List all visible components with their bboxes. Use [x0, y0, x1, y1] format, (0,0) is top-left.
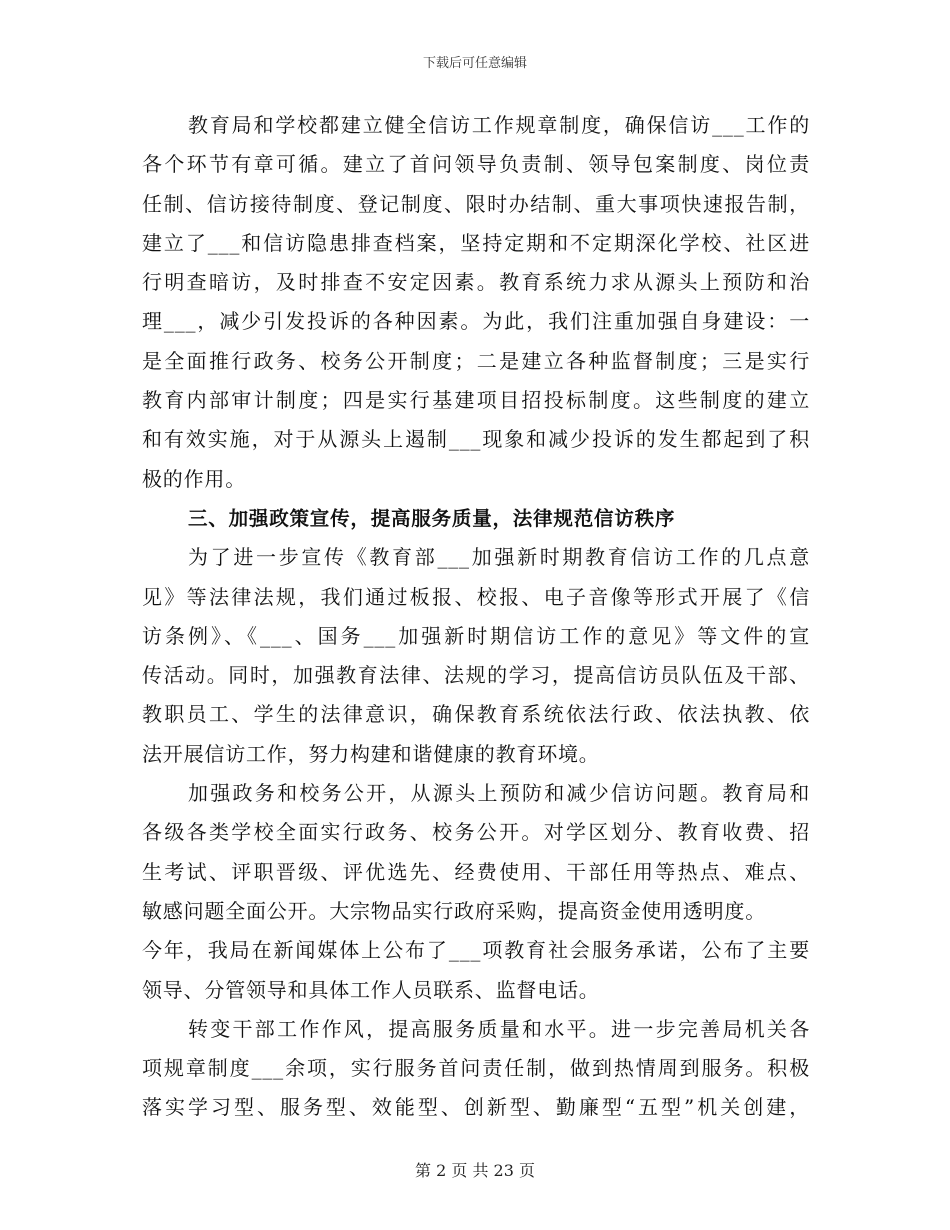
- text-line: 敏感问题全面公开。大宗物品实行政府采购，提高资金使用透明度。: [142, 898, 766, 923]
- text-line: 项规章制度___余项，实行服务首问责任制，做到热情周到服务。积极: [142, 1056, 810, 1081]
- text-line: 生考试、评职晋级、评优选先、经费使用、干部任用等热点、难点、: [142, 859, 810, 884]
- text-line: 落实学习型、服务型、效能型、创新型、勤廉型“五型”机关创建，: [142, 1095, 810, 1120]
- text-line: 和有效实施，对于从源头上遏制___现象和减少投诉的发生都起到了积: [142, 427, 810, 452]
- text-line: 见》等法律法规，我们通过板报、校报、电子音像等形式开展了《信: [142, 584, 810, 609]
- page-header: 下载后可任意编辑: [422, 56, 527, 71]
- text-line: 各级各类学校全面实行政务、校务公开。对学区划分、教育收费、招: [142, 820, 810, 845]
- text-line: 行明查暗访，及时排查不安定因素。教育系统力求从源头上预防和治: [142, 270, 810, 295]
- text-line: 加强政务和校务公开，从源头上预防和减少信访问题。教育局和: [188, 781, 810, 806]
- text-line: 领导、分管领导和具体工作人员联系、监督电话。: [142, 977, 600, 1002]
- section-heading: 三、加强政策宣传，提高服务质量，法律规范信访秩序: [188, 506, 676, 530]
- text-line: 为了进一步宣传《教育部___加强新时期教育信访工作的几点意: [188, 545, 810, 570]
- text-line: 建立了___和信访隐患排查档案，坚持定期和不定期深化学校、社区进: [142, 230, 810, 255]
- text-line: 理___，减少引发投诉的各种因素。为此，我们注重加强自身建设：一: [142, 309, 810, 334]
- text-line: 传活动。同时，加强教育法律、法规的学习，提高信访员队伍及干部、: [142, 663, 810, 688]
- text-line: 法开展信访工作，努力构建和谐健康的教育环境。: [142, 741, 600, 766]
- text-line: 教育内部审计制度；四是实行基建项目招投标制度。这些制度的建立: [142, 388, 810, 413]
- text-line: 访条例》、《___、国务___加强新时期信访工作的意见》等文件的宣: [142, 623, 810, 648]
- page-footer: 第 2 页 共 23 页: [415, 1161, 535, 1180]
- document-body: [142, 106, 810, 1128]
- text-line: 各个环节有章可循。建立了首问领导负责制、领导包案制度、岗位责: [142, 152, 810, 177]
- text-line: 任制、信访接待制度、登记制度、限时办结制、重大事项快速报告制，: [142, 191, 810, 216]
- text-line: 教育局和学校都建立健全信访工作规章制度，确保信访___工作的: [188, 113, 810, 137]
- text-line: 极的作用。: [142, 466, 246, 491]
- text-line: 转变干部工作作风，提高服务质量和水平。进一步完善局机关各: [188, 1016, 810, 1041]
- text-line: 今年，我局在新闻媒体上公布了___项教育社会服务承诺，公布了主要: [142, 938, 810, 963]
- text-line: 教职员工、学生的法律意识，确保教育系统依法行政、依法执教、依: [142, 702, 810, 727]
- text-line: 是全面推行政务、校务公开制度；二是建立各种监督制度；三是实行: [142, 348, 810, 373]
